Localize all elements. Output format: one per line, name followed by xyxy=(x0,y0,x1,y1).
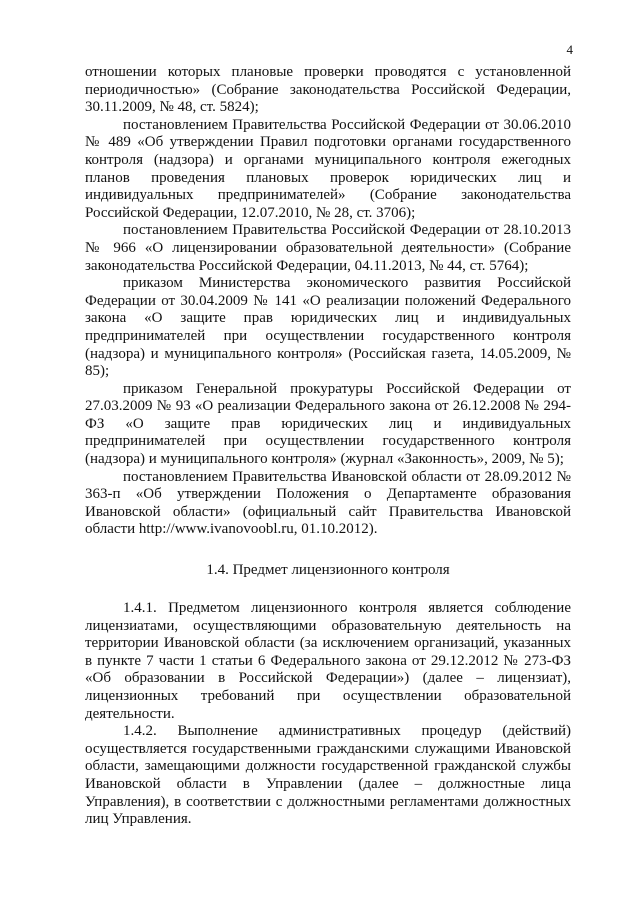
paragraph-1-4-2: 1.4.2. Выполнение административных процедур (действий) осуществляется государственными гражданскими служащими Ивановской области, замещающими должности государственной гражданской службы Ивановской области в Управлении (далее – должностные лица Управления), в соответствии с должностными регламентами должностных лиц Управления. xyxy=(85,723,571,828)
paragraph-order-93: приказом Генеральной прокуратуры Российской Федерации от 27.03.2009 № 93 «О реализации Федерального закона от 26.12.2008 № 294-ФЗ «О защите прав юридических лиц и индивидуальных предпринимателей при осуществлении государственного контроля (надзора) и муниципального контроля» (журнал «Законность», 2009, № 5); xyxy=(85,380,571,468)
paragraph-resolution-363: постановлением Правительства Ивановской области от 28.09.2012 № 363-п «Об утверждении Положения о Департаменте образования Ивановской области» (официальный сайт Правительства Ивановской области http://www.ivanovoobl.ru, 01.10.2012). xyxy=(85,468,571,538)
paragraph-order-141: приказом Министерства экономического развития Российской Федерации от 30.04.2009 № 141 «О реализации положений Федерального закона «О защите прав юридических лиц и индивидуальных предпринимателей при осуществлении государственного контроля (надзора) и муниципального контроля» (Российская газета, 14.05.2009, № 85); xyxy=(85,275,571,380)
page-number: 4 xyxy=(566,42,573,57)
paragraph-1-4-1: 1.4.1. Предметом лицензионного контроля является соблюдение лицензиатами, осуществляющими образовательную деятельность на территории Ивановской области (за исключением организаций, указанных в пункте 7 части 1 статьи 6 Федерального закона от 29.12.2012 № 273-ФЗ «Об образовании в Российской Федерации») (далее – лицензиат), лицензионных требований при осуществлении образовательной деятельности. xyxy=(85,600,571,722)
document-body xyxy=(85,64,571,829)
paragraph-resolution-489: постановлением Правительства Российской Федерации от 30.06.2010 № 489 «Об утверждении Правил подготовки органами государственного контроля (надзора) и органами муниципального контроля ежегодных планов проведения плановых проверок юридических лиц и индивидуальных предпринимателей» (Собрание законодательства Российской Федерации, 12.07.2010, № 28, ст. 3706); xyxy=(85,116,571,221)
section-heading: 1.4. Предмет лицензионного контроля xyxy=(206,562,450,579)
paragraph-continuation: отношении которых плановые проверки проводятся с установленной периодичностью» (Собрание законодательства Российской Федерации, 30.11.2009, № 48, ст. 5824); xyxy=(85,64,571,116)
paragraph-resolution-966: постановлением Правительства Российской Федерации от 28.10.2013 № 966 «О лицензировании образовательной деятельности» (Собрание законодательства Российской Федерации, 04.11.2013, № 44, ст. 5764); xyxy=(85,222,571,274)
